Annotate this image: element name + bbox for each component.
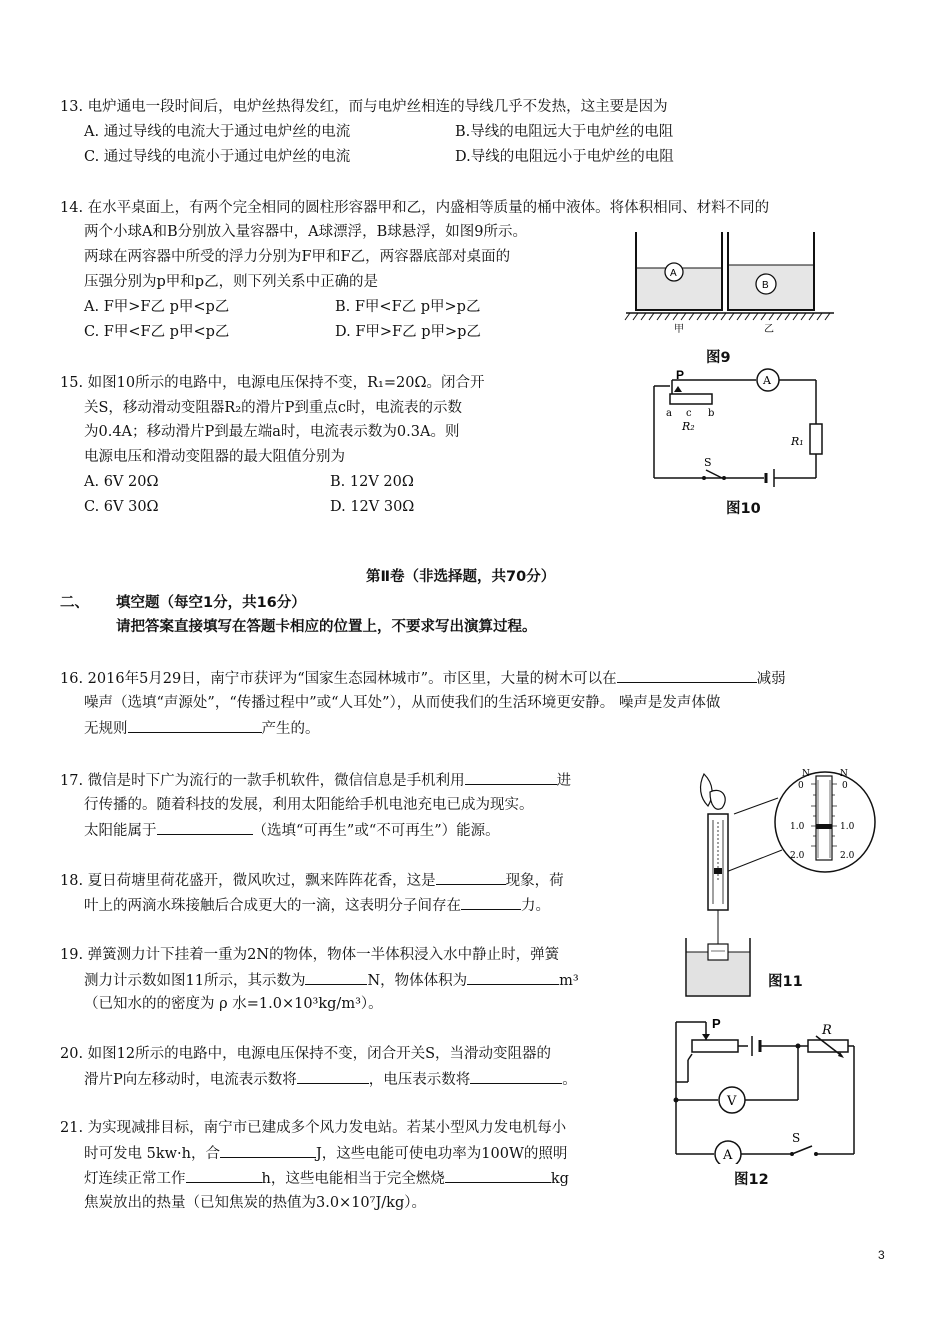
page-number: 3 (878, 1248, 885, 1262)
q18-line1-a: 18. 夏日荷塘里荷花盛开，微风吹过，飘来阵阵花香，这是 (60, 873, 436, 889)
scale-zero-right: 0 (842, 781, 848, 791)
q19-line2-c: m³ (559, 973, 579, 989)
r1-label: R₁ (791, 435, 804, 448)
q20-line2 (84, 1069, 577, 1090)
section2-number: 二、 (60, 595, 89, 611)
q21-blank-1[interactable] (220, 1143, 316, 1158)
scale-two-right: 2.0 (840, 851, 855, 861)
q14-option-a: A. F甲>F乙 p甲<p乙 (84, 299, 230, 315)
q21-blank-2[interactable] (186, 1168, 262, 1183)
q14-option-c: C. F甲<F乙 p甲<p乙 (84, 324, 230, 340)
q19-blank-1[interactable] (305, 970, 367, 985)
q17-line3-b: （选填“可再生”或“不可再生”）能源。 (252, 823, 500, 839)
q17-line1-a: 17. 微信是时下广为流行的一款手机软件，微信信息是手机利用 (60, 773, 465, 789)
slider-p-label: P (676, 368, 685, 382)
q15-option-b: B. 12V 20Ω (330, 474, 414, 490)
q15-option-c: C. 6V 30Ω (84, 499, 159, 515)
figure-11-spring-scale (670, 762, 876, 1002)
q19-line1: 19. 弹簧测力计下挂着一重为2N的物体，物体一半体积浸入水中静止时，弹簧 (60, 947, 560, 963)
q13-stem: 13. 电炉通电一段时间后，电炉丝热得发红，而与电炉丝相连的导线几乎不发热，这主要是因为 (60, 99, 668, 115)
figure-9-containers (622, 228, 864, 338)
slider-p-label: P (712, 1016, 721, 1031)
q13-option-c: C. 通过导线的电流小于通过电炉丝的电流 (84, 149, 351, 165)
ball-b-label: B (762, 280, 769, 291)
q20-blank-1[interactable] (297, 1069, 369, 1084)
figure-11-caption: 图11 (768, 974, 803, 990)
scale-zero-left: 0 (798, 781, 804, 791)
q18-line1-b: 现象，荷 (505, 873, 564, 889)
q16-line3-b: 产生的。 (261, 721, 320, 737)
switch-s-label: S (704, 456, 712, 469)
figure-10-circuit (646, 366, 836, 490)
q15-line4: 电源电压和滑动变阻器的最大阻值分别为 (84, 449, 345, 465)
voltmeter-icon: V (727, 1094, 737, 1109)
q18-blank-1[interactable] (436, 870, 506, 885)
q17-line3 (84, 820, 500, 841)
q21-line3-c: kg (550, 1171, 569, 1187)
q16-line1 (60, 668, 786, 689)
q19-blank-2[interactable] (467, 970, 559, 985)
section2-instruction: 请把答案直接填写在答题卡相应的位置上，不要求写出演算过程。 (116, 619, 537, 635)
q19-line2-b: N，物体体积为 (367, 973, 468, 989)
q16-blank-2[interactable] (128, 718, 262, 733)
q21-line4: 焦炭放出的热量（已知焦炭的热值为3.0×10⁷J/kg）。 (84, 1195, 426, 1211)
q20-line2-b: ，电压表示数将 (368, 1072, 471, 1088)
q13-option-b: B.导线的电阻远大于电炉丝的电阻 (455, 124, 674, 140)
scale-unit-right: N (840, 769, 848, 779)
q15-option-d: D. 12V 30Ω (330, 499, 415, 515)
q20-line2-a: 滑片P向左移动时，电流表示数将 (84, 1072, 297, 1088)
q17-line1 (60, 770, 571, 791)
q14-line1: 14. 在水平桌面上，有两个完全相同的圆柱形容器甲和乙，内盛相等质量的桶中液体。将体积相同、材料不同的 (60, 200, 770, 216)
r2-label: R₂ (682, 420, 695, 433)
point-c-label: c (686, 408, 692, 419)
section2-heading: 填空题（每空1分，共16分） (116, 595, 306, 611)
q13-option-d: D.导线的电阻远小于电炉丝的电阻 (455, 149, 674, 165)
scale-unit-left: N (802, 769, 810, 779)
scale-one-left: 1.0 (790, 822, 805, 832)
q15-line3: 为0.4A；移动滑片P到最左端a时，电流表示数为0.3A。则 (84, 424, 460, 440)
ammeter-icon: A (763, 374, 771, 387)
figure-9-caption: 图9 (706, 350, 731, 366)
q18-line2-b: 力。 (521, 898, 550, 914)
switch-s-label: S (792, 1131, 801, 1145)
q16-line1-a: 16. 2016年5月29日，南宁市获评为“国家生态园林城市”。市区里，大量的树木可以在 (60, 671, 617, 687)
container-jia-label: 甲 (674, 324, 684, 335)
resistor-r-label: R (822, 1023, 832, 1038)
q18-line1 (60, 870, 564, 891)
q21-line1: 21. 为实现减排目标，南宁市已建成多个风力发电站。若某小型风力发电机每小 (60, 1120, 567, 1136)
q19-line2 (84, 970, 579, 991)
q16-line3-a: 无规则 (84, 721, 128, 737)
q14-line4: 压强分别为p甲和p乙，则下列关系中正确的是 (84, 274, 379, 290)
figure-10-caption: 图10 (726, 501, 761, 517)
figure-12-circuit (668, 1014, 864, 1164)
scale-two-left: 2.0 (790, 851, 805, 861)
ammeter-icon: A (723, 1148, 733, 1163)
q15-option-a: A. 6V 20Ω (84, 474, 159, 490)
q15-line1: 15. 如图10所示的电路中，电源电压保持不变，R₁=20Ω。闭合开 (60, 375, 485, 391)
point-b-label: b (708, 408, 715, 419)
figure-12-caption: 图12 (734, 1172, 769, 1188)
q16-line1-b: 减弱 (756, 671, 786, 687)
q17-blank-2[interactable] (157, 820, 253, 835)
q19-line2-a: 测力计示数如图11所示，其示数为 (84, 973, 306, 989)
q21-line3 (84, 1168, 569, 1189)
q21-line3-a: 灯连续正常工作 (84, 1171, 186, 1187)
q21-line2-a: 时可发电 5kw·h，合 (84, 1146, 220, 1162)
q18-line2-a: 叶上的两滴水珠接触后合成更大的一滴，这表明分子间存在 (84, 898, 461, 914)
point-a-label: a (666, 408, 672, 419)
q20-line1: 20. 如图12所示的电路中，电源电压保持不变，闭合开关S，当滑动变阻器的 (60, 1046, 552, 1062)
q13-option-a: A. 通过导线的电流大于通过电炉丝的电流 (84, 124, 351, 140)
q18-blank-2[interactable] (461, 895, 521, 910)
scale-one-right: 1.0 (840, 822, 855, 832)
q14-option-d: D. F甲>F乙 p甲>p乙 (335, 324, 481, 340)
q14-line2: 两个小球A和B分别放入量容器中，A球漂浮，B球悬浮，如图9所示。 (84, 224, 527, 240)
q21-line2-b: J，这些电能可使电功率为100W的照明 (315, 1146, 568, 1162)
q17-line3-a: 太阳能属于 (84, 823, 157, 839)
section2-title: 第Ⅱ卷（非选择题，共70分） (366, 569, 556, 585)
q20-blank-2[interactable] (470, 1069, 562, 1084)
container-yi-label: 乙 (764, 324, 774, 335)
q17-line1-b: 进 (556, 773, 572, 789)
q21-line3-b: h，这些电能相当于完全燃烧 (261, 1171, 445, 1187)
q17-line2: 行传播的。随着科技的发展，利用太阳能给手机电池充电已成为现实。 (84, 797, 534, 813)
q21-blank-3[interactable] (445, 1168, 551, 1183)
ball-a-label: A (670, 268, 677, 279)
q16-blank-1[interactable] (617, 668, 757, 683)
q20-line2-c: 。 (562, 1072, 577, 1088)
q15-line2: 关S，移动滑动变阻器R₂的滑片P到重点c时，电流表的示数 (84, 400, 463, 416)
q17-blank-1[interactable] (465, 770, 557, 785)
q16-line2: 噪声（选填“声源处”，“传播过程中”或“人耳处”），从而使我们的生活环境更安静。 噪声是发声体做 (84, 695, 721, 711)
q19-line3: （已知水的的密度为 ρ 水=1.0×10³kg/m³）。 (84, 996, 383, 1012)
q21-line2 (84, 1143, 567, 1164)
q14-option-b: B. F甲<F乙 p甲>p乙 (335, 299, 481, 315)
q14-line3: 两球在两容器中所受的浮力分别为F甲和F乙，两容器底部对桌面的 (84, 249, 511, 265)
q18-line2 (84, 895, 550, 916)
q16-line3 (84, 718, 320, 739)
